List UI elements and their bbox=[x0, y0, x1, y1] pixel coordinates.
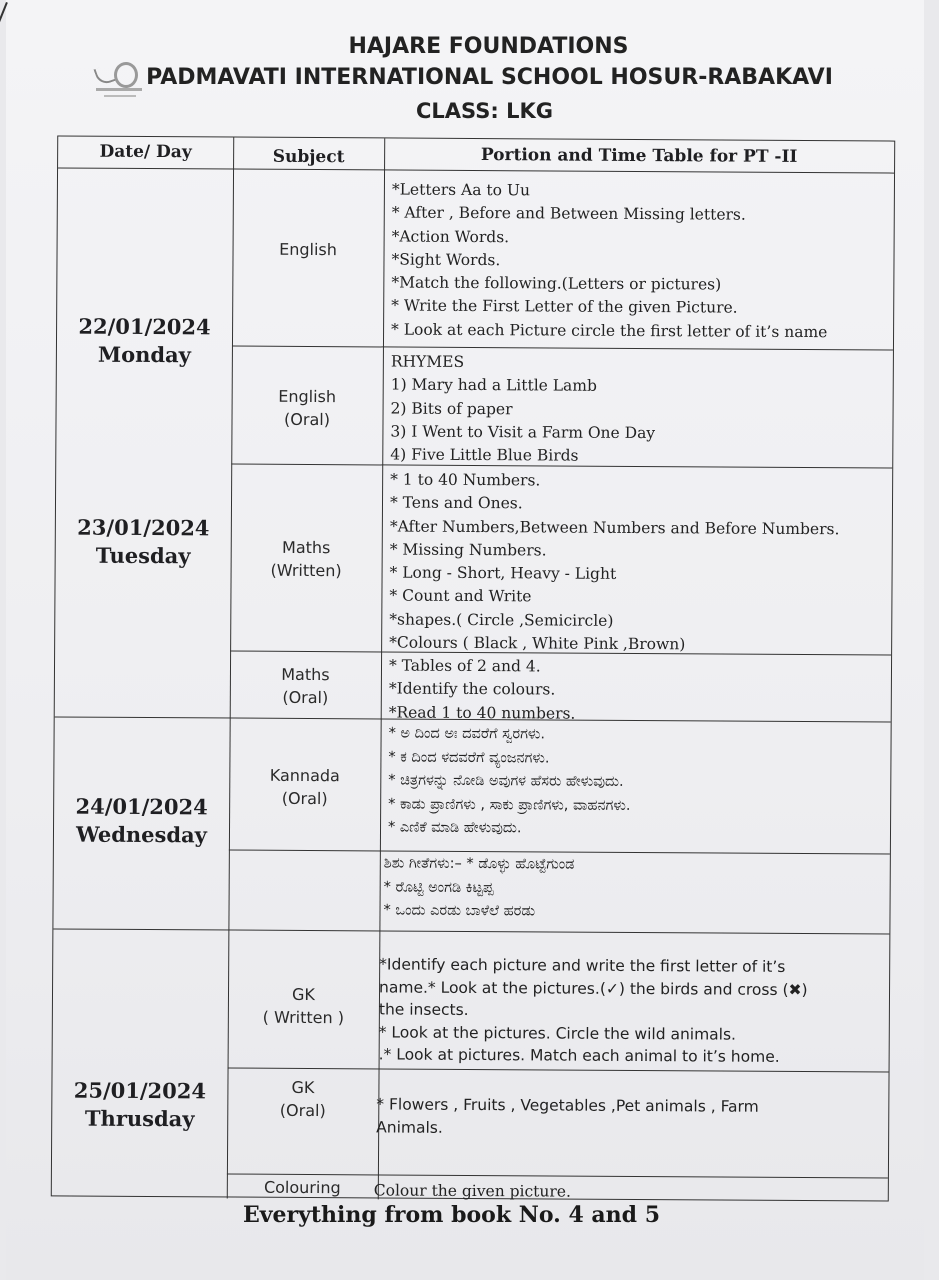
portion-line: * ಎಣಿಕೆ ಮಾಡಿ ಹೇಳುವುದು. bbox=[387, 819, 522, 837]
subject-name: GK bbox=[291, 984, 316, 1005]
portion-line: * ಚಿತ್ರಗಳನ್ನು ನೋಡಿ ಅವುಗಳ ಹೆಸರು ಹೇಳುವುದು. bbox=[388, 772, 624, 790]
subject-mode: (Oral) bbox=[284, 409, 331, 430]
day-separator-2 bbox=[53, 928, 889, 934]
portion-line: * Missing Numbers. bbox=[389, 540, 547, 560]
subject-mode: (Oral) bbox=[281, 788, 328, 809]
subject-cell bbox=[229, 764, 380, 811]
portion-line: 4) Five Little Blue Birds bbox=[390, 445, 579, 465]
subject-mode: (Written) bbox=[270, 560, 342, 581]
portion-line: 1) Mary had a Little Lamb bbox=[390, 375, 597, 396]
subject-cell bbox=[227, 1076, 378, 1123]
date-text: 22/01/2024 bbox=[78, 313, 211, 340]
portion-line: .* Look at pictures. Match each animal to it’s home. bbox=[378, 1045, 780, 1066]
subject-cell bbox=[232, 238, 383, 262]
portion-line: * Flowers , Fruits , Vegetables ,Pet animals , Farm bbox=[376, 1095, 759, 1116]
portion-line: * ಕ ದಿಂದ ಳದವರೆಗೆ ವ್ಯಂಜನಗಳು. bbox=[388, 748, 550, 766]
header-subject: Subject bbox=[272, 146, 345, 168]
portion-colouring: Colour the given picture. bbox=[373, 1181, 571, 1201]
portion-gk-oral bbox=[376, 1093, 759, 1140]
portion-line: * Long - Short, Heavy - Light bbox=[389, 563, 617, 584]
date-cell-2 bbox=[56, 513, 231, 570]
subject-mode: ( Written ) bbox=[262, 1007, 345, 1028]
school-name: PADMAVATI INTERNATIONAL SCHOOL HOSUR-RABAKAVI bbox=[146, 65, 833, 90]
portion-line: * Count and Write bbox=[389, 586, 532, 606]
class-label: CLASS: LKG bbox=[416, 99, 553, 123]
portion-line: *Identify the colours. bbox=[388, 679, 556, 699]
date-text: 24/01/2024 bbox=[75, 793, 208, 820]
portion-line: name.* Look at the pictures.(✓) the birds and cross (✖) bbox=[378, 977, 808, 999]
portion-line: *After Numbers,Between Numbers and Before Numbers. bbox=[389, 517, 840, 538]
document-header bbox=[0, 32, 939, 128]
date-cell-1 bbox=[57, 312, 232, 369]
date-cell-4 bbox=[52, 1076, 227, 1133]
portion-english bbox=[391, 178, 828, 344]
subject-cell bbox=[228, 983, 379, 1030]
subject-cell bbox=[231, 385, 382, 432]
portion-line: * 1 to 40 Numbers. bbox=[390, 470, 541, 490]
subject-mode: (Oral) bbox=[279, 1100, 326, 1121]
portion-line: Animals. bbox=[376, 1117, 443, 1137]
portion-line: * ರೊಟ್ಟಿ ಅಂಗಡಿ ಕಿಟ್ಟಪ್ಪ bbox=[383, 878, 494, 896]
footer-note: Everything from book No. 4 and 5 bbox=[242, 1202, 661, 1228]
subject-mode: (Oral) bbox=[282, 687, 329, 708]
day-text: Tuesday bbox=[95, 542, 191, 569]
portion-line: *Letters Aa to Uu bbox=[391, 180, 531, 200]
date-text: 23/01/2024 bbox=[77, 514, 210, 541]
portion-line: *Sight Words. bbox=[391, 250, 501, 270]
date-text: 25/01/2024 bbox=[73, 1077, 207, 1104]
subject-cell bbox=[227, 1176, 378, 1200]
timetable bbox=[51, 135, 895, 1201]
portion-kannada-oral bbox=[388, 722, 631, 841]
subject-name: Maths bbox=[281, 664, 330, 685]
portion-line: *shapes.( Circle ,Semicircle) bbox=[389, 610, 614, 630]
portion-line: *Action Words. bbox=[391, 227, 510, 246]
portion-line: * ಅ ದಿಂದ ಅಃ ದವರೆಗೆ ಸ್ವರಗಳು. bbox=[388, 725, 546, 743]
portion-line: 2) Bits of paper bbox=[390, 399, 513, 418]
portion-maths-written bbox=[389, 468, 840, 657]
subject-name: GK bbox=[291, 1077, 315, 1098]
date-cell-3 bbox=[54, 792, 229, 849]
portion-line: the insects. bbox=[378, 1000, 469, 1019]
day-text: Monday bbox=[97, 341, 191, 368]
portion-line: * Look at the pictures. Circle the wild animals. bbox=[378, 1022, 737, 1044]
header-date: Date/ Day bbox=[99, 141, 192, 163]
subject-cell bbox=[231, 536, 382, 583]
day-text: Wednesday bbox=[75, 821, 207, 848]
org-name: HAJARE FOUNDATIONS bbox=[348, 34, 629, 59]
portion-gk-written bbox=[379, 953, 808, 1068]
row-line bbox=[232, 346, 893, 351]
portion-line: RHYMES bbox=[390, 352, 465, 371]
subject-name: Maths bbox=[281, 537, 331, 558]
portion-line: * Write the First Letter of the given Picture. bbox=[391, 296, 738, 318]
portion-line: ಶಿಶು ಗೀತೆಗಳು:– * ಡೊಳ್ಳು ಹೊಟ್ಟೆಗುಂಡ bbox=[383, 855, 575, 873]
portion-english-oral bbox=[390, 350, 655, 468]
header-row-line bbox=[58, 167, 894, 173]
portion-line: 3) I Went to Visit a Farm One Day bbox=[390, 422, 656, 442]
portion-line: * Look at each Picture circle the first letter of it’s name bbox=[391, 320, 828, 341]
subject-name: Kannada bbox=[269, 765, 340, 786]
subject-name: Colouring bbox=[263, 1177, 341, 1198]
subject-name: English bbox=[279, 239, 338, 260]
portion-line: *Identify each picture and write the first letter of it’s bbox=[379, 955, 786, 976]
portion-line: * Tables of 2 and 4. bbox=[388, 656, 541, 676]
portion-line: * ಒಂದು ಎರಡು ಬಾಳೆಲೆ ಹರಡು bbox=[383, 902, 536, 920]
portion-line: *Colours ( Black , White Pink ,Brown) bbox=[389, 633, 686, 654]
portion-line: *Read 1 to 40 numbers. bbox=[388, 703, 576, 723]
header-portion: Portion and Time Table for PT -II bbox=[480, 145, 798, 167]
day-text: Thrusday bbox=[84, 1105, 195, 1132]
subject-cell bbox=[230, 663, 381, 710]
portion-line: *Match the following.(Letters or pictures) bbox=[391, 273, 722, 294]
portion-line: * Tens and Ones. bbox=[389, 493, 523, 513]
portion-kannada-rhymes bbox=[383, 852, 574, 924]
portion-maths-oral bbox=[389, 654, 576, 725]
portion-line: * ಕಾಡು ಪ್ರಾಣಿಗಳು , ಸಾಕು ಪ್ರಾಣಿಗಳು, ವಾಹನಗಳು. bbox=[388, 795, 631, 814]
subject-name: English bbox=[278, 386, 337, 407]
portion-line: * After , Before and Between Missing letters. bbox=[391, 203, 746, 224]
